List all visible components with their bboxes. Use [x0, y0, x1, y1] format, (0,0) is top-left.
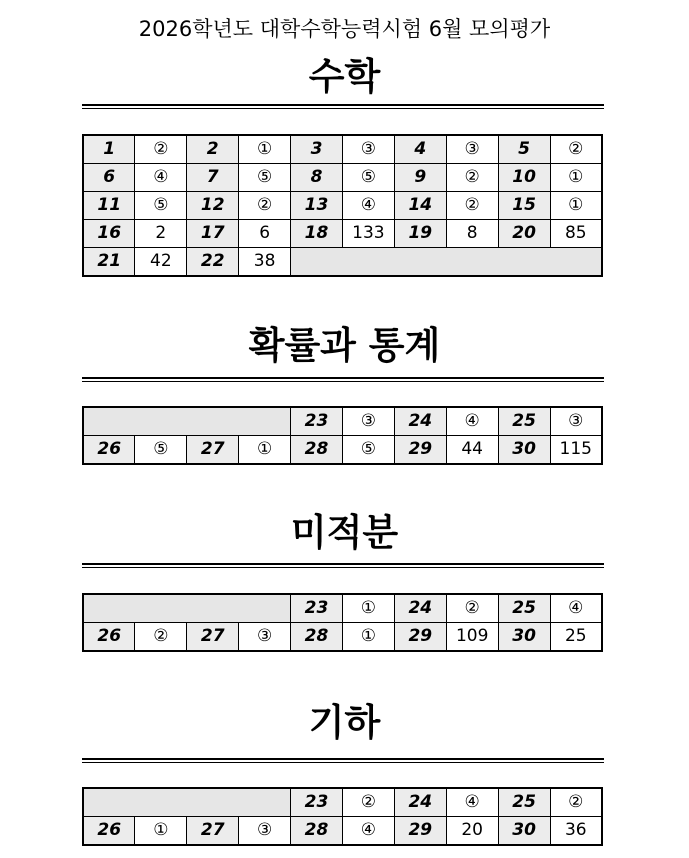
section-title-math: 수학	[308, 55, 381, 98]
question-number: 6	[83, 164, 135, 192]
table-row	[83, 817, 602, 846]
answer-value: ③	[342, 135, 394, 164]
answer-value: ④	[342, 192, 394, 220]
answer-value: ①	[239, 135, 291, 164]
answer-value: ④	[135, 164, 187, 192]
question-number: 12	[187, 192, 239, 220]
answer-value: ③	[239, 623, 291, 652]
question-number: 24	[394, 594, 446, 623]
table-row	[83, 407, 602, 436]
answer-value: 109	[446, 623, 498, 652]
question-number: 25	[498, 788, 550, 817]
empty-cell	[291, 248, 602, 277]
question-number: 29	[394, 623, 446, 652]
answer-value: ②	[239, 192, 291, 220]
question-number: 20	[498, 220, 550, 248]
answer-value: ①	[550, 164, 602, 192]
answer-value: ②	[446, 164, 498, 192]
answer-value: 20	[446, 817, 498, 846]
answer-value: ③	[342, 407, 394, 436]
answer-value: 85	[550, 220, 602, 248]
question-number: 26	[83, 817, 135, 846]
question-number: 15	[498, 192, 550, 220]
answer-value: ⑤	[135, 436, 187, 465]
answer-table-math	[82, 134, 603, 277]
question-number: 18	[291, 220, 343, 248]
answer-value: ④	[550, 594, 602, 623]
question-number: 30	[498, 623, 550, 652]
question-number: 28	[291, 817, 343, 846]
answer-value: 25	[550, 623, 602, 652]
table-row	[83, 164, 602, 192]
answer-value: 6	[239, 220, 291, 248]
answer-value: 2	[135, 220, 187, 248]
question-number: 8	[291, 164, 343, 192]
question-number: 1	[83, 135, 135, 164]
question-number: 10	[498, 164, 550, 192]
answer-value: ②	[135, 135, 187, 164]
question-number: 7	[187, 164, 239, 192]
table-row	[83, 436, 602, 465]
question-number: 26	[83, 623, 135, 652]
question-number: 23	[291, 407, 343, 436]
answer-value: ①	[342, 623, 394, 652]
question-number: 28	[291, 436, 343, 465]
question-number: 26	[83, 436, 135, 465]
double-rule-divider	[82, 104, 604, 109]
answer-value: 115	[550, 436, 602, 465]
question-number: 13	[291, 192, 343, 220]
table-row	[83, 594, 602, 623]
question-number: 22	[187, 248, 239, 277]
question-number: 3	[291, 135, 343, 164]
question-number: 17	[187, 220, 239, 248]
answer-value: ①	[550, 192, 602, 220]
answer-value: ⑤	[135, 192, 187, 220]
answer-value: ②	[550, 788, 602, 817]
table-row	[83, 135, 602, 164]
answer-table-calculus	[82, 593, 603, 652]
table-row	[83, 192, 602, 220]
answer-table-probability-statistics	[82, 406, 603, 465]
table-row	[83, 248, 602, 277]
question-number: 2	[187, 135, 239, 164]
answer-value: 42	[135, 248, 187, 277]
answer-value: ③	[239, 817, 291, 846]
question-number: 24	[394, 788, 446, 817]
question-number: 19	[394, 220, 446, 248]
answer-value: 133	[342, 220, 394, 248]
question-number: 30	[498, 817, 550, 846]
answer-value: ③	[550, 407, 602, 436]
double-rule-divider	[82, 563, 604, 568]
question-number: 29	[394, 436, 446, 465]
question-number: 5	[498, 135, 550, 164]
question-number: 29	[394, 817, 446, 846]
answer-value: ④	[342, 817, 394, 846]
question-number: 30	[498, 436, 550, 465]
question-number: 25	[498, 594, 550, 623]
question-number: 24	[394, 407, 446, 436]
empty-cell	[83, 407, 291, 436]
question-number: 27	[187, 436, 239, 465]
answer-value: ②	[446, 594, 498, 623]
question-number: 14	[394, 192, 446, 220]
question-number: 23	[291, 788, 343, 817]
answer-value: 44	[446, 436, 498, 465]
answer-value: ⑤	[342, 164, 394, 192]
answer-value: ④	[446, 407, 498, 436]
answer-value: ①	[342, 594, 394, 623]
question-number: 21	[83, 248, 135, 277]
question-number: 4	[394, 135, 446, 164]
answer-value: 8	[446, 220, 498, 248]
question-number: 28	[291, 623, 343, 652]
answer-value: ⑤	[239, 164, 291, 192]
empty-cell	[83, 594, 291, 623]
answer-value: ④	[446, 788, 498, 817]
double-rule-divider	[82, 377, 604, 382]
answer-value: 38	[239, 248, 291, 277]
answer-value: ①	[135, 817, 187, 846]
answer-value: ②	[135, 623, 187, 652]
question-number: 25	[498, 407, 550, 436]
question-number: 9	[394, 164, 446, 192]
section-title-geometry: 기하	[308, 701, 381, 744]
section-title-calculus: 미적분	[290, 511, 399, 554]
table-row	[83, 623, 602, 652]
answer-value: ⑤	[342, 436, 394, 465]
answer-value: 36	[550, 817, 602, 846]
question-number: 23	[291, 594, 343, 623]
answer-value: ②	[342, 788, 394, 817]
answer-value: ②	[550, 135, 602, 164]
double-rule-divider	[82, 758, 604, 763]
question-number: 27	[187, 817, 239, 846]
section-title-probability-statistics: 확률과 통계	[248, 324, 441, 367]
answer-table-geometry	[82, 787, 603, 846]
answer-value: ③	[446, 135, 498, 164]
exam-title: 2026학년도 대학수학능력시험 6월 모의평가	[138, 17, 551, 41]
answer-value: ②	[446, 192, 498, 220]
empty-cell	[83, 788, 291, 817]
question-number: 16	[83, 220, 135, 248]
question-number: 11	[83, 192, 135, 220]
table-row	[83, 788, 602, 817]
answer-value: ①	[239, 436, 291, 465]
table-row	[83, 220, 602, 248]
question-number: 27	[187, 623, 239, 652]
